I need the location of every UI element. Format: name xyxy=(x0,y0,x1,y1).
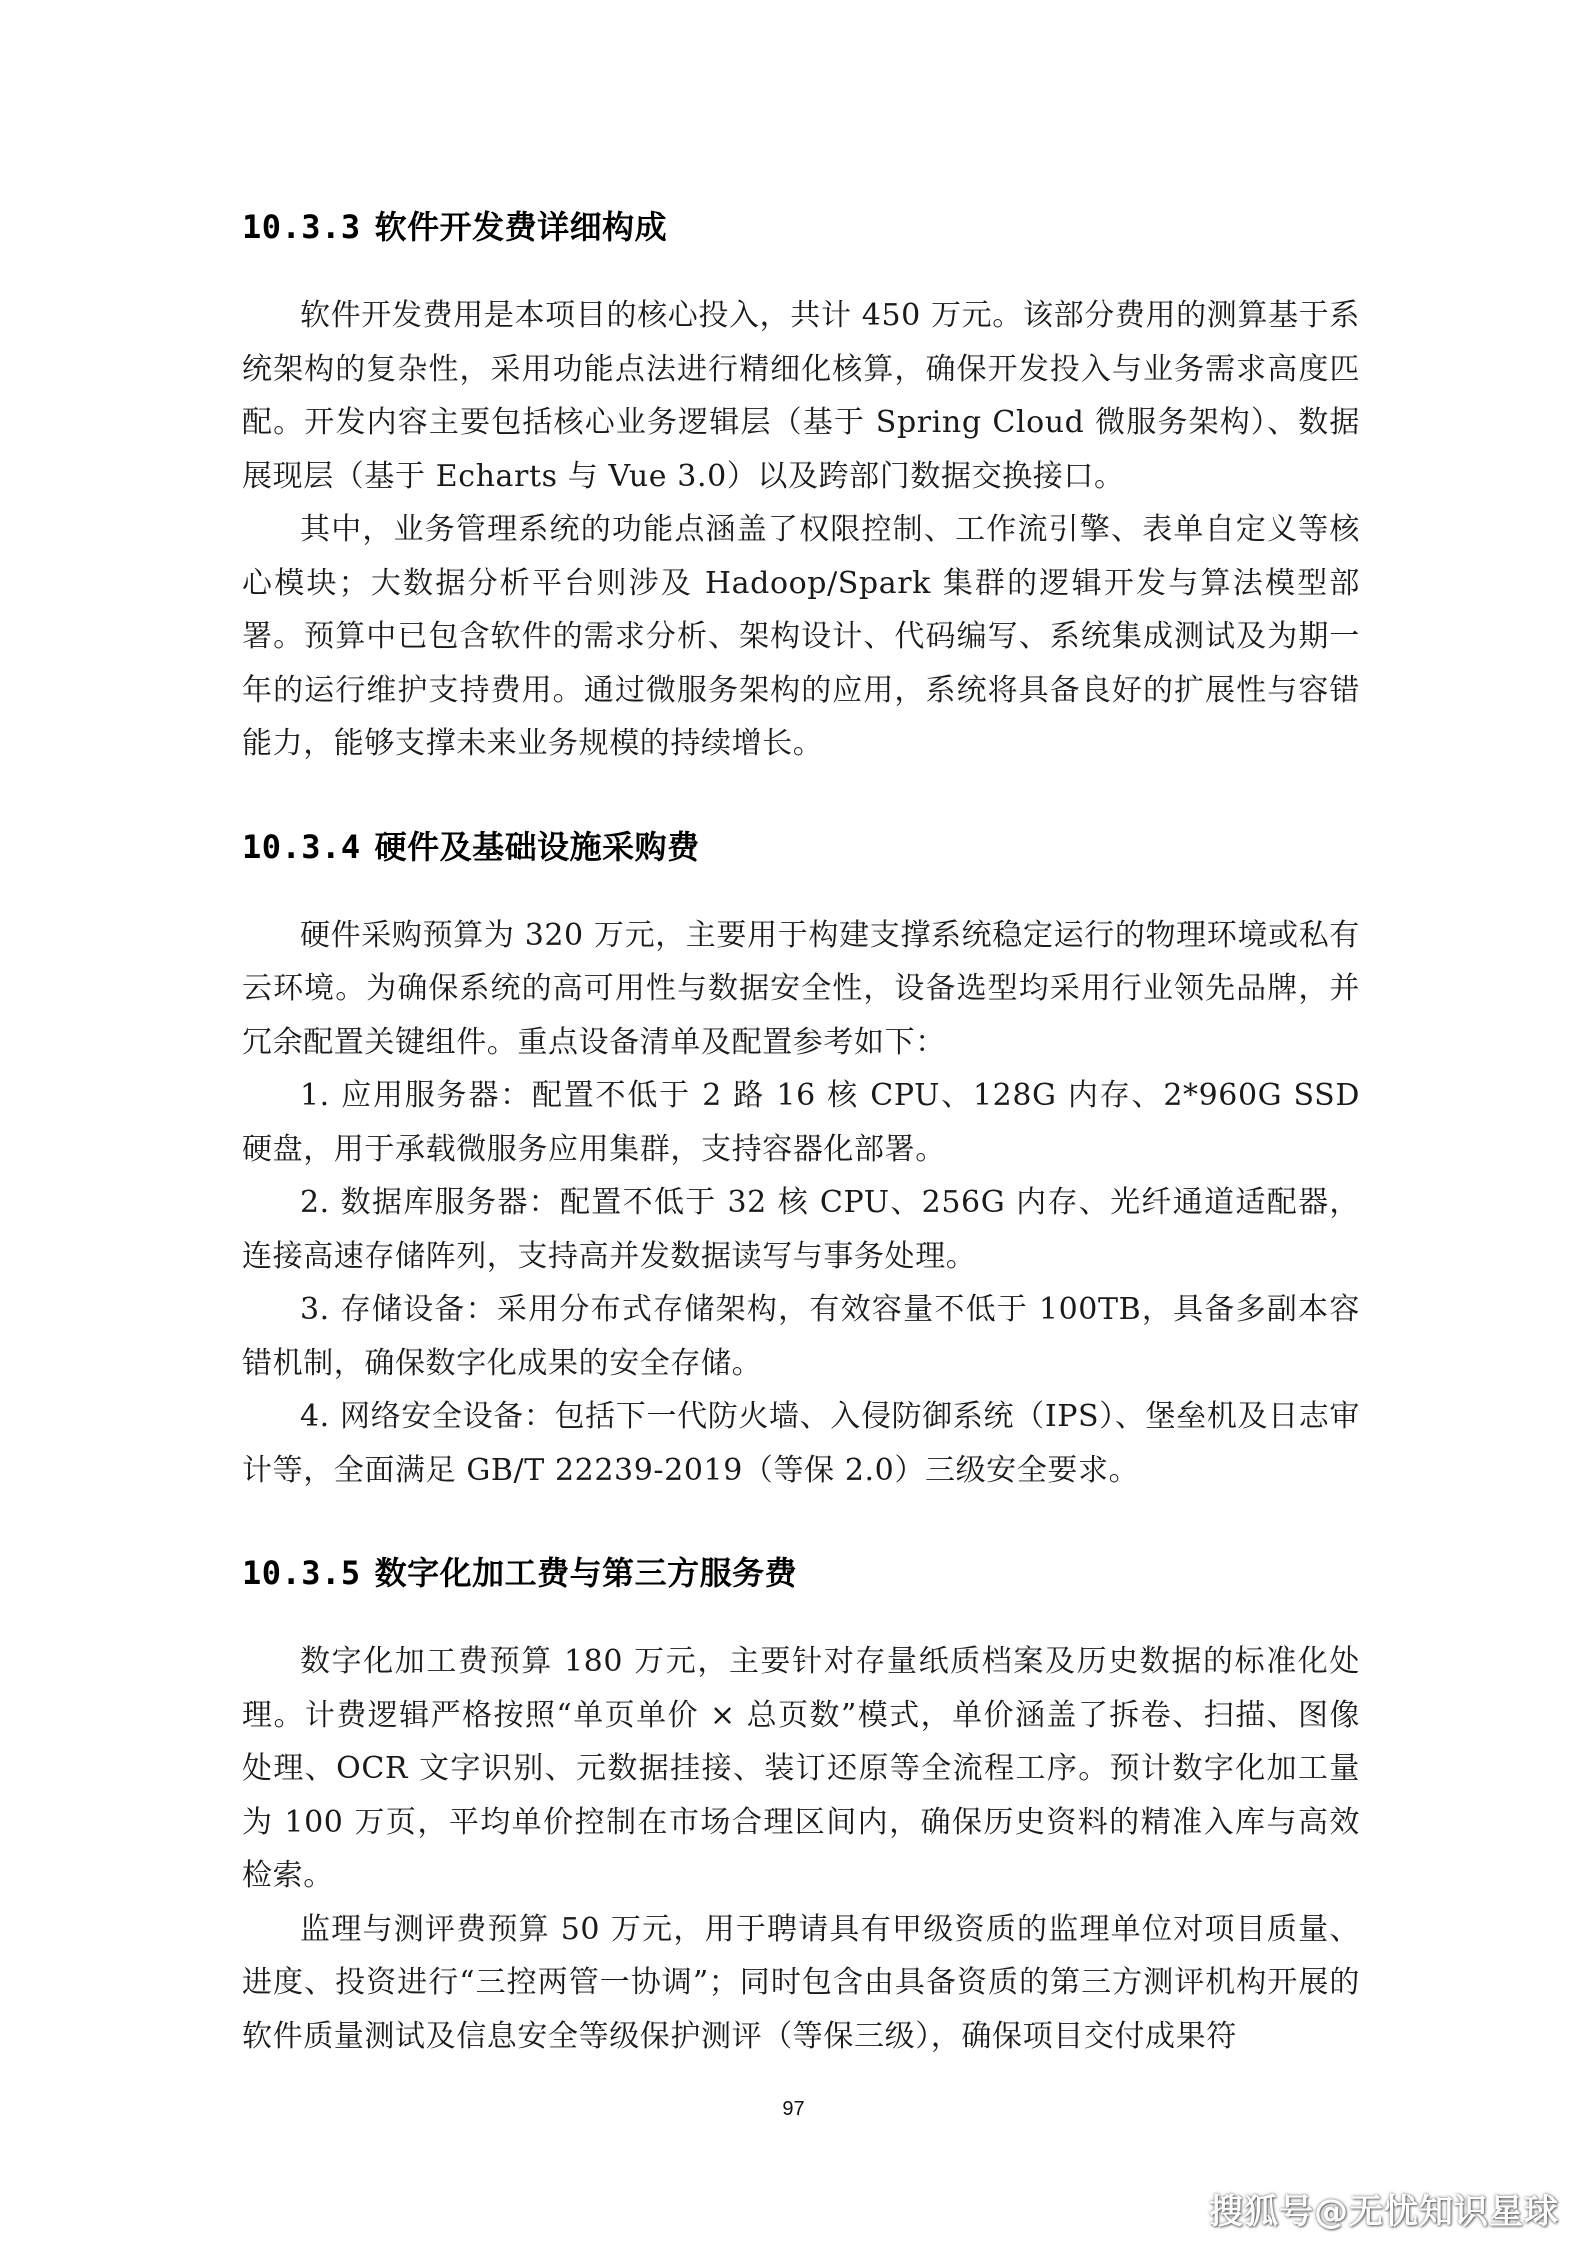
section-number: 10.3.5 xyxy=(242,1554,361,1592)
section-body-10-3-5 xyxy=(242,1635,1360,2063)
paragraph: 监理与测评费预算 50 万元，用于聘请具有甲级资质的监理单位对项目质量、进度、投资进行“三控两管一协调”；同时包含由具备资质的第三方测评机构开展的软件质量测试及信息安全等级保护测评（等保三级），确保项目交付成果符 xyxy=(242,1911,1360,2054)
section-number: 10.3.3 xyxy=(242,208,361,246)
list-item: 4. 网络安全设备：包括下一代防火墙、入侵防御系统（IPS）、堡垒机及日志审计等，全面满足 GB/T 22239-2019（等保 2.0）三级安全要求。 xyxy=(242,1399,1360,1488)
section-heading-10-3-3 xyxy=(242,205,1360,249)
paragraph: 软件开发费用是本项目的核心投入，共计 450 万元。该部分费用的测算基于系统架构的复杂性，采用功能点法进行精细化核算，确保开发投入与业务需求高度匹配。开发内容主要包括核心业务逻辑层（基于 Spring Cloud 微服务架构）、数据展现层（基于 Echarts 与 Vue 3.0）以及跨部门数据交换接口。 xyxy=(242,298,1360,494)
section-body-10-3-4 xyxy=(242,909,1360,1498)
list-item: 1. 应用服务器：配置不低于 2 路 16 核 CPU、128G 内存、2*960G SSD 硬盘，用于承载微服务应用集群，支持容器化部署。 xyxy=(242,1078,1360,1167)
section-body-10-3-3 xyxy=(242,289,1360,771)
paragraph: 数字化加工费预算 180 万元，主要针对存量纸质档案及历史数据的标准化处理。计费逻辑严格按照“单页单价 × 总页数”模式，单价涵盖了拆卷、扫描、图像处理、OCR 文字识别、元数据挂接、装订还原等全流程工序。预计数字化加工量为 100 万页，平均单价控制在市场合理区间内，确保历史资料的精准入库与高效检索。 xyxy=(242,1644,1360,1893)
section-heading-10-3-4 xyxy=(242,825,1360,869)
section-title: 硬件及基础设施采购费 xyxy=(374,827,700,866)
section-title: 数字化加工费与第三方服务费 xyxy=(374,1554,798,1592)
paragraph: 其中，业务管理系统的功能点涵盖了权限控制、工作流引擎、表单自定义等核心模块；大数据分析平台则涉及 Hadoop/Spark 集群的逻辑开发与算法模型部署。预算中已包含软件的需求分析、架构设计、代码编写、系统集成测试及为期一年的运行维护支持费用。通过微服务架构的应用，系统将具备良好的扩展性与容错能力，能够支撑未来业务规模的持续增长。 xyxy=(242,512,1360,761)
list-item: 2. 数据库服务器：配置不低于 32 核 CPU、256G 内存、光纤通道适配器，连接高速存储阵列，支持高并发数据读写与事务处理。 xyxy=(242,1185,1360,1274)
page-number: 97 xyxy=(782,2098,805,2120)
watermark: 搜狐号@无忧知识星球 xyxy=(1209,2192,1559,2232)
page-content xyxy=(242,205,1360,2063)
paragraph: 硬件采购预算为 320 万元，主要用于构建支撑系统稳定运行的物理环境或私有云环境。为确保系统的高可用性与数据安全性，设备选型均采用行业领先品牌，并冗余配置关键组件。重点设备清单及配置参考如下： xyxy=(242,917,1360,1060)
section-heading-10-3-5 xyxy=(242,1551,1360,1595)
section-number: 10.3.4 xyxy=(242,827,361,866)
list-item: 3. 存储设备：采用分布式存储架构，有效容量不低于 100TB，具备多副本容错机制，确保数字化成果的安全存储。 xyxy=(242,1292,1360,1381)
section-title: 软件开发费详细构成 xyxy=(374,208,668,246)
